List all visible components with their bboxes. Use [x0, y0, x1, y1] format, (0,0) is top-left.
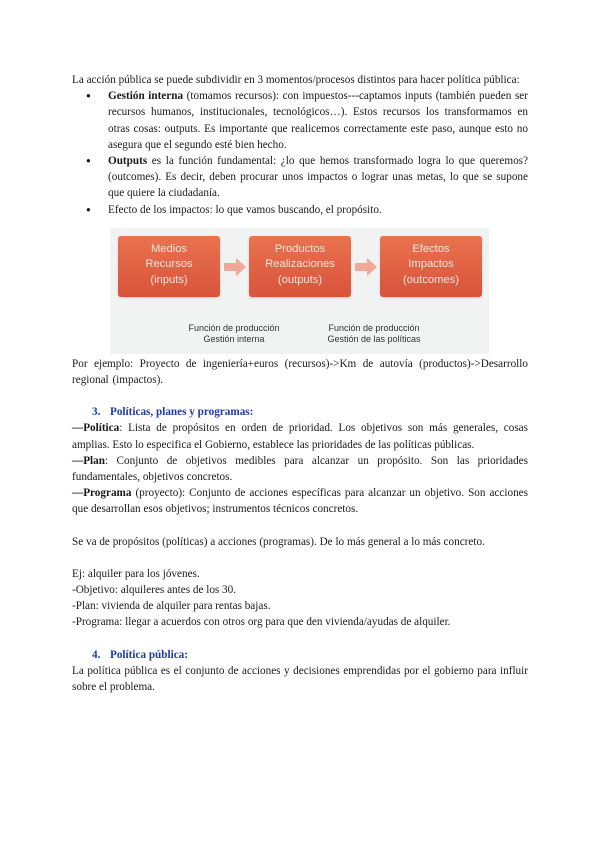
diagram-box-outcomes — [380, 236, 482, 297]
process-diagram — [110, 228, 489, 354]
definition-paragraph — [72, 420, 528, 452]
caption-line: Función de producción — [188, 322, 280, 333]
bullet-text: Efecto de los impactos: lo que vamos buscando, el propósito. — [108, 203, 382, 216]
definition-text: : Lista de propósitos en orden de prioridad. Los objetivos son más generales, cosas amplias. Esto lo especifica el Gobierno, establece las prioridades de las políticas públicas. — [72, 422, 528, 451]
caption-line: Gestión de las políticas — [327, 333, 421, 344]
box-line: (outcomes) — [403, 273, 459, 286]
bullet-list — [72, 88, 528, 218]
definition-text: : Conjunto de objetivos medibles para alcanzar un propósito. Son las prioridades fundamentales, objetivos concretos. — [72, 454, 528, 484]
box-line: Productos — [274, 242, 326, 255]
diagram-caption — [316, 323, 432, 345]
bullet-text: (tomamos recursos): con impuestos---captamos inputs (también pueden ser recursos humanos, institucionales, tecnológicos…). Estos recursos los transformamos en otras cosas: outputs. Es importante que realicemos correctamente este paso, aunque esto no asegura que el segundo esté bien hecho. — [108, 90, 528, 151]
arrow-right-icon — [224, 258, 246, 276]
section-title: Políticas, planes y programas: — [110, 406, 254, 419]
diagram-box-inputs — [118, 236, 220, 297]
definition-term: —Programa — [72, 487, 132, 500]
section-title: Política pública: — [110, 648, 189, 661]
definition-term: —Plan — [72, 454, 105, 467]
section-number: 4. — [92, 648, 101, 661]
diagram-caption — [176, 323, 292, 345]
definition-text: (proyecto): Conjunto de acciones específicas para alcanzar un objetivo. Son acciones que desarrollan esos objetivos; instrumentos técnicos concretos. — [72, 487, 528, 516]
box-line: (outputs) — [277, 273, 323, 286]
intro-paragraph: La acción pública se puede subdividir en 3 momentos/procesos distintos para hacer política pública: — [72, 74, 520, 86]
summary-paragraph: Se va de propósitos (políticas) a acciones (programas). De lo más general a lo más concreto. — [72, 535, 485, 548]
box-line: Efectos — [412, 242, 450, 255]
diagram-box-outputs — [249, 236, 351, 297]
arrow-right-icon — [355, 258, 377, 276]
box-line: Impactos — [408, 258, 454, 271]
bullet-term: Gestión interna — [108, 90, 184, 103]
example-line: -Programa: llegar a acuerdos con otros org para que den vivienda/ayudas de alquiler. — [72, 616, 451, 629]
bullet-text: es la función fundamental: ¿lo que hemos transformado logra lo que queremos? (outcomes). Es decir, deben procurar unos impactos o lograr unas metas, lo que se supone que quiere la ciudadanía. — [108, 155, 528, 200]
document-page — [72, 72, 528, 695]
definition-paragraph — [72, 453, 528, 485]
example-line: -Plan: vivienda de alquiler para rentas bajas. — [72, 600, 271, 613]
caption-line: Función de producción — [328, 322, 420, 333]
section-number: 3. — [92, 406, 101, 419]
section-heading — [72, 404, 528, 420]
bullet-term: Outputs — [108, 155, 148, 168]
example-line: -Objetivo: alquileres antes de los 30. — [72, 584, 237, 597]
caption-line: Gestión interna — [203, 333, 265, 344]
section-heading — [72, 647, 528, 663]
box-line: Recursos — [145, 258, 193, 271]
bullet-item — [72, 202, 528, 218]
example-line: Ej: alquiler para los jóvenes. — [72, 567, 200, 580]
box-line: Medios — [150, 242, 188, 255]
definition-paragraph — [72, 485, 528, 517]
example-paragraph: Por ejemplo: Proyecto de ingeniería+euros (recursos)->Km de autovía (productos)->Desarrollo regional (impactos). — [72, 357, 528, 387]
body-paragraph: La política pública es el conjunto de acciones y decisiones emprendidas por el gobierno para influir sobre el problema. — [72, 664, 528, 694]
definition-term: —Política — [72, 422, 120, 435]
bullet-item — [72, 153, 528, 202]
box-line: Realizaciones — [265, 258, 335, 271]
bullet-item — [72, 88, 528, 153]
box-line: (inputs) — [150, 273, 188, 286]
